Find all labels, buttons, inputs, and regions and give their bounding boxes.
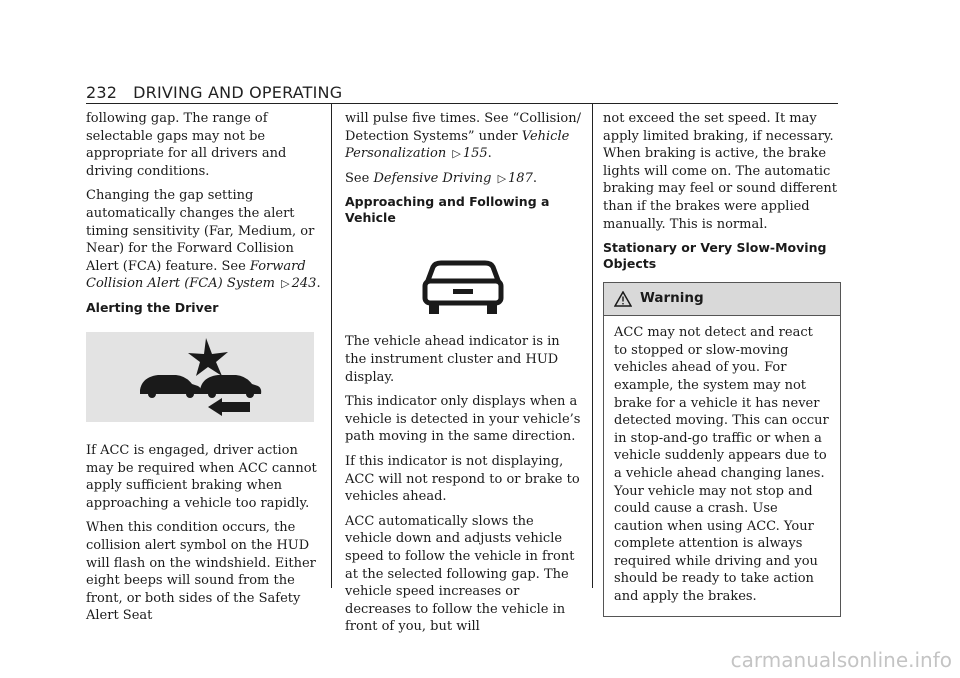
paragraph: See Defensive Driving ▷ 187. bbox=[345, 170, 537, 186]
warning-triangle-icon bbox=[614, 291, 632, 307]
paragraph-text: will pulse five times. See “Collision/ Detection Systems” under bbox=[345, 111, 581, 144]
section-heading: Alerting the Driver bbox=[86, 299, 219, 315]
column-3 bbox=[603, 110, 841, 617]
collision-alert-icon bbox=[86, 332, 314, 422]
page-number: 232 bbox=[86, 83, 118, 102]
column-1 bbox=[86, 110, 324, 632]
paragraph: ACC automatically slows the vehicle down and adjusts vehicle speed to follow the vehicle in front at the selected following gap. The vehicle speed increases or decreases to follow the vehicle in front of you, but will bbox=[345, 513, 575, 635]
page-ref-number[interactable]: 243 bbox=[291, 276, 317, 292]
section-title: DRIVING AND OPERATING bbox=[133, 83, 343, 102]
cross-reference-link[interactable]: Forward Collision Alert (FCA) System bbox=[86, 258, 306, 292]
page-ref-icon: ▷ bbox=[281, 277, 290, 291]
warning-header bbox=[604, 283, 840, 316]
watermark: carmanualsonline.info bbox=[730, 648, 952, 672]
vehicle-ahead-figure bbox=[345, 233, 583, 333]
paragraph: will pulse five times. See “Collision/ Detection Systems” under Vehicle Personalization ▷ 155. bbox=[345, 111, 581, 162]
cross-reference-link[interactable]: Defensive Driving bbox=[373, 170, 492, 186]
paragraph: The vehicle ahead indicator is in the instrument cluster and HUD display. bbox=[345, 334, 560, 385]
warning-box bbox=[603, 282, 841, 617]
column-2 bbox=[345, 110, 583, 643]
section-heading: Approaching and Following a Vehicle bbox=[345, 194, 550, 226]
paragraph: following gap. The range of selectable gaps may not be appropriate for all drivers and driving conditions. bbox=[86, 111, 287, 179]
paragraph: If ACC is engaged, driver action may be required when ACC cannot apply sufficient braking when approaching a vehicle too rapidly. bbox=[86, 442, 317, 511]
paragraph-text: See bbox=[345, 170, 370, 186]
paragraph: When this condition occurs, the collision alert symbol on the HUD will flash on the windshield. Either eight beeps will sound from the front, or both sides of the Safety Alert Seat bbox=[86, 520, 316, 624]
page-ref-icon: ▷ bbox=[497, 171, 507, 185]
page-header bbox=[86, 83, 342, 102]
paragraph: not exceed the set speed. It may apply limited braking, if necessary. When braking is active, the brake lights will come on. The automatic braking may feel or sound different than if the brakes were applied manually. This is normal. bbox=[603, 111, 837, 232]
column-divider-2 bbox=[592, 104, 593, 588]
page-ref-icon: ▷ bbox=[452, 147, 461, 161]
warning-title: Warning bbox=[640, 290, 704, 307]
header-rule bbox=[86, 103, 838, 104]
section-heading: Stationary or Very Slow-Moving Objects bbox=[603, 240, 827, 272]
paragraph: If this indicator is not displaying, ACC will not respond to or brake to vehicles ahead. bbox=[345, 453, 580, 505]
warning-text: ACC may not detect and react to stopped or slow-moving vehicles ahead of you. For example, the system may not brake for a vehicle it has never detected moving. This can occur in stop-and-go traffic or when a vehicle suddenly appears due to a vehicle ahead changing lanes. Your vehicle may not stop and could cause a crash. Use caution when using ACC. Your complete attention is always required while driving and you should be ready to take action and apply the brakes. bbox=[614, 325, 829, 605]
page-ref-number[interactable]: 187 bbox=[508, 170, 533, 186]
column-divider-1 bbox=[331, 104, 332, 588]
paragraph: This indicator only displays when a vehicle is detected in your vehicle’s path moving in the same direction. bbox=[345, 394, 581, 445]
collision-alert-figure bbox=[86, 332, 314, 422]
paragraph: Changing the gap setting automatically changes the alert timing sensitivity (Far, Medium, or Near) for the Forward Collision Alert (FCA) feature. See Forward Collision Alert (FCA) System ▷ 243. bbox=[86, 188, 321, 292]
paragraph-text: Changing the gap setting automatically changes the alert timing sensitivity (Far, Medium, or Near) for the Forward Collision Alert (FCA) feature. See bbox=[86, 188, 315, 274]
page-ref-number[interactable]: 155 bbox=[462, 146, 488, 162]
vehicle-ahead-icon bbox=[345, 233, 583, 333]
cross-reference-link[interactable]: Vehicle Personalization bbox=[345, 128, 570, 162]
